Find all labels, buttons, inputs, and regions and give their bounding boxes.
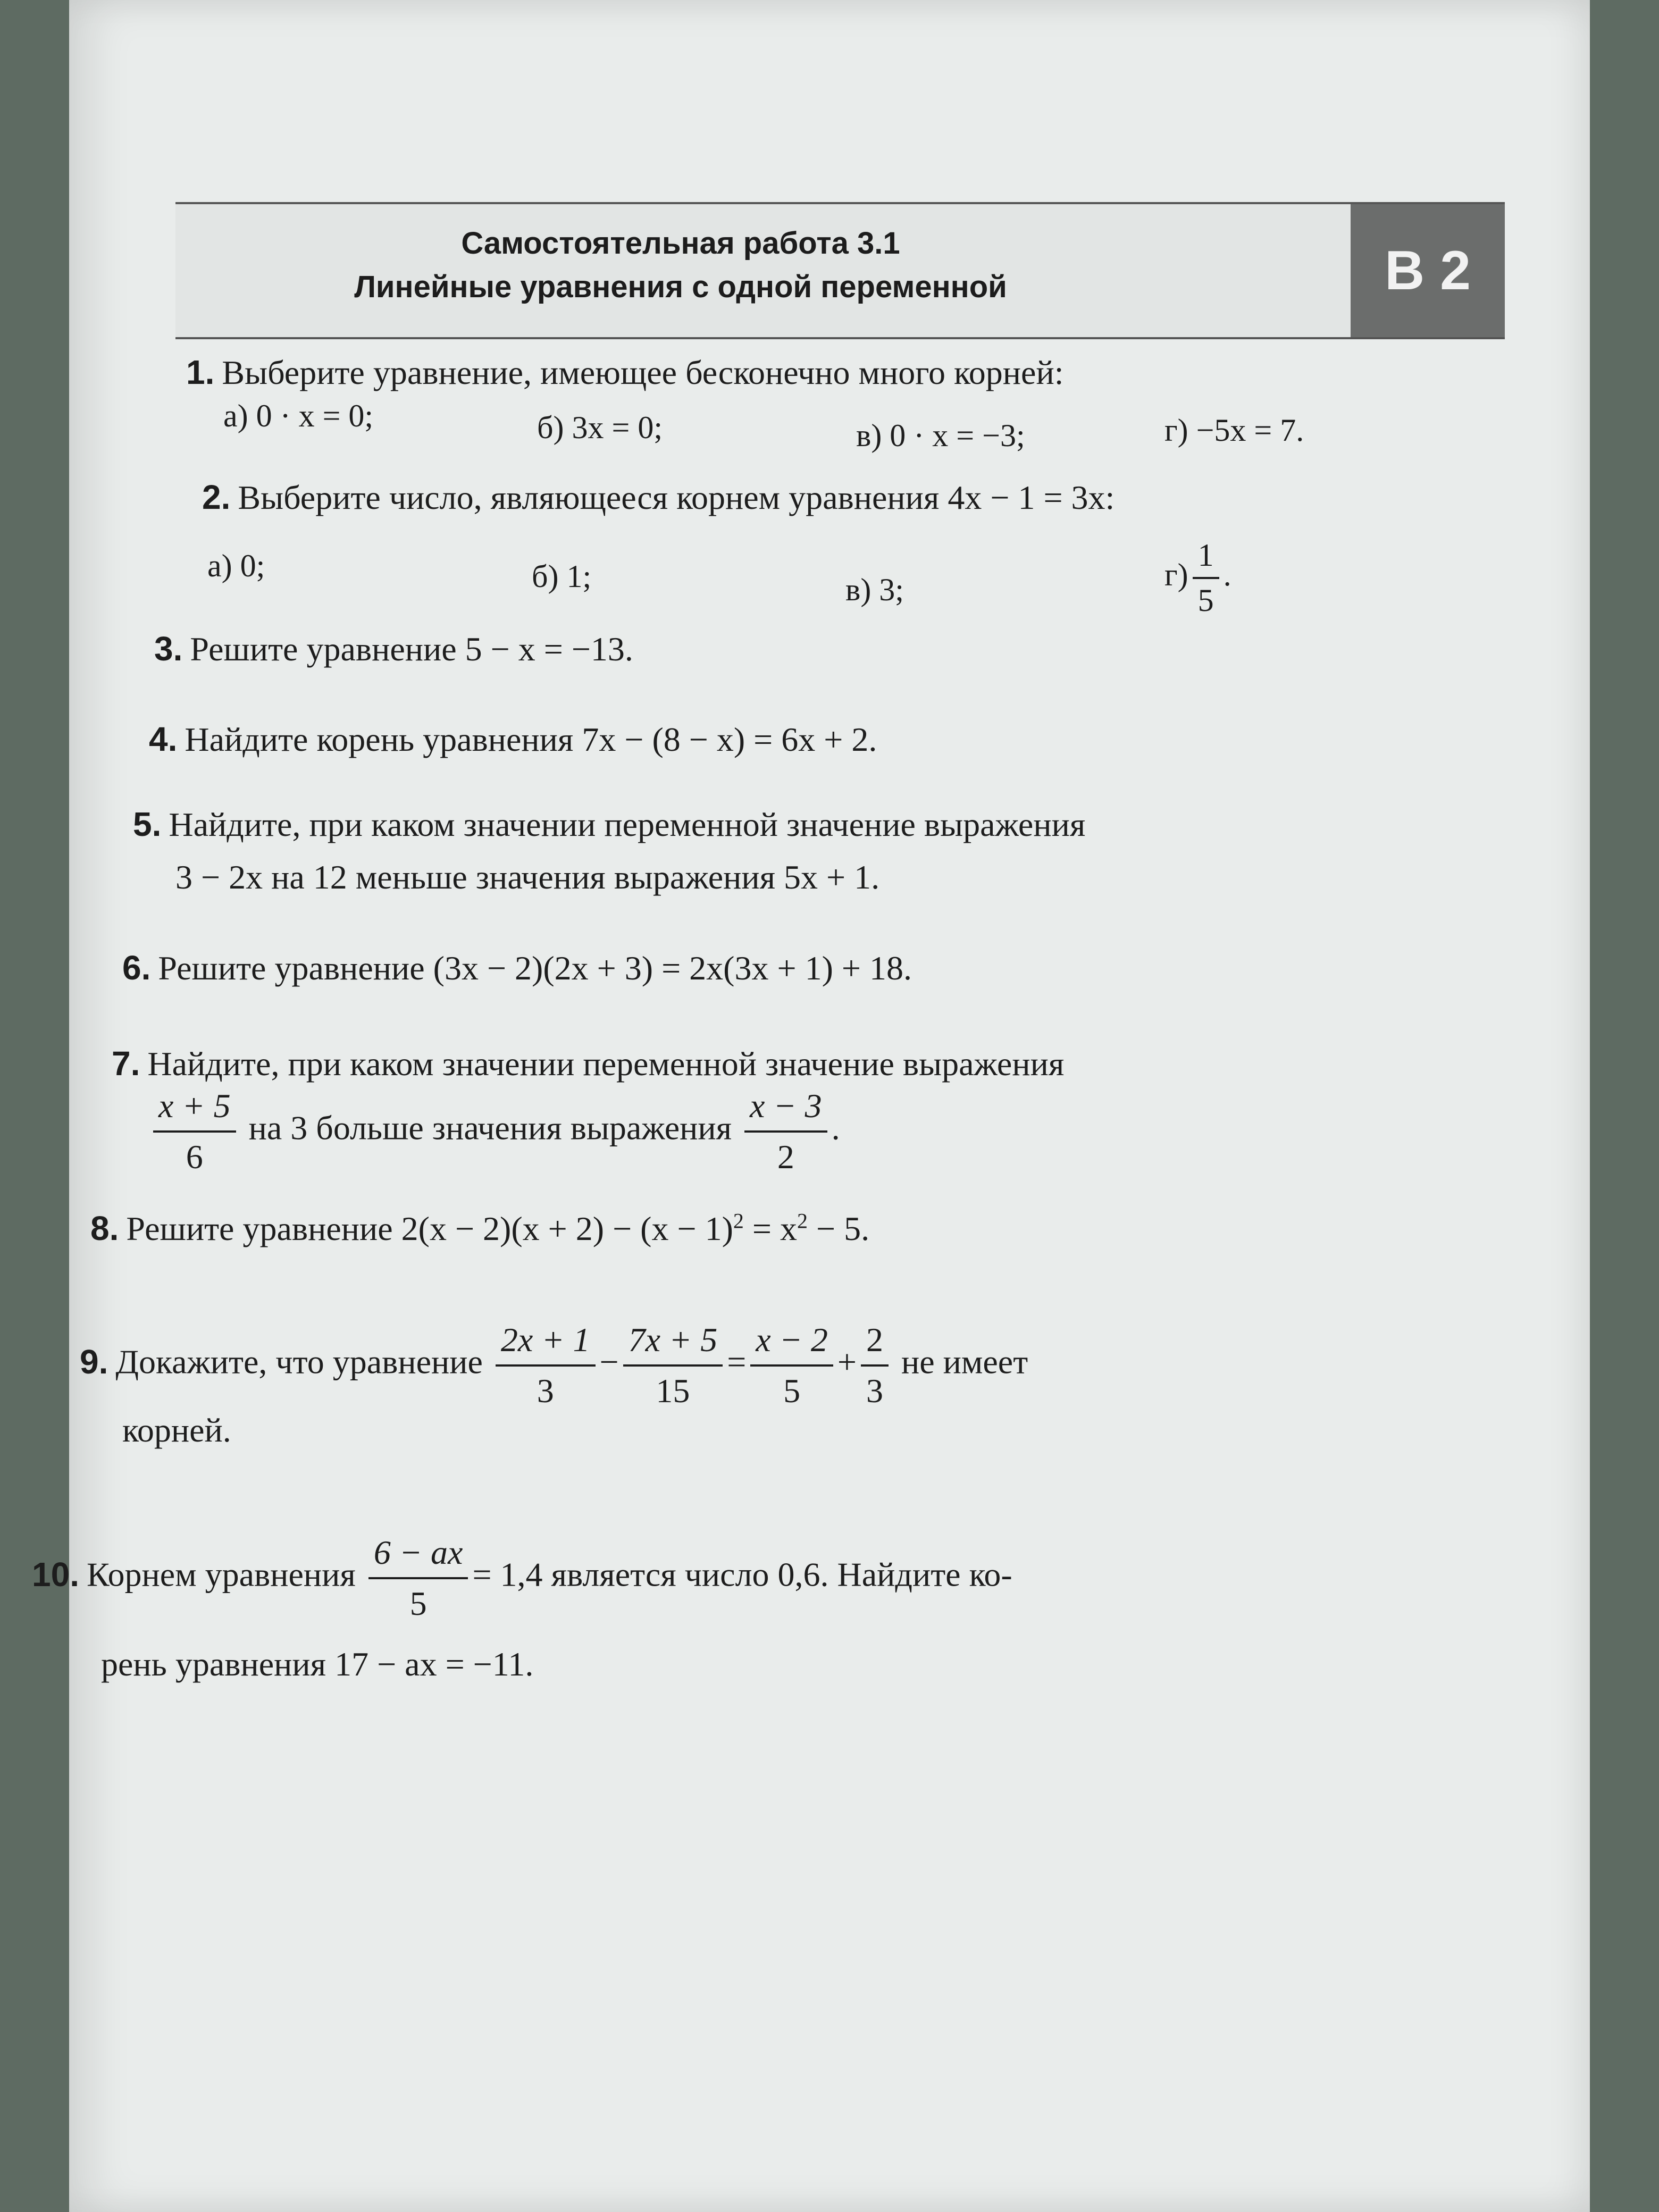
fraction-denominator: 5 [1197,583,1214,618]
fraction-numerator: 2 [861,1319,889,1367]
task-text-start: Корнем уравнения [86,1555,356,1594]
task-text-line-1: Найдите, при каком значении переменной значение выражения [169,806,1086,843]
task-number: 3. [154,630,183,668]
fraction [1193,537,1219,619]
task-text: Решите уравнение 5 − x = −13. [190,630,633,668]
task-2 [202,476,1115,519]
task-1 [186,351,1063,394]
task-9-line-2: корней. [122,1411,231,1449]
task-text-2: = x [743,1210,797,1247]
task-number: 4. [149,720,178,758]
task-7 [112,1042,1064,1085]
option-label: г) [1164,557,1188,592]
task-number: 8. [90,1209,119,1247]
task-number: 2. [202,478,231,516]
task-10-line-2: рень уравнения 17 − ax = −11. [101,1645,534,1683]
fraction-numerator: x − 3 [744,1085,827,1133]
task-7-middle-text: на 3 больше значения выражения [248,1109,732,1147]
task-text: Выберите уравнение, имеющее бесконечно много корней: [222,354,1064,391]
task-text-line-1: Найдите, при каком значении переменной значение выражения [147,1045,1065,1083]
task-6 [122,946,912,990]
worksheet-header [175,202,1505,339]
fraction [750,1319,833,1412]
fraction-numerator: x − 2 [750,1319,833,1367]
task-2-option-d [1164,537,1231,619]
task-text: Решите уравнение 2(x − 2)(x + 2) − (x − 1) [126,1210,733,1247]
fraction-denominator: 6 [186,1138,203,1176]
task-1-option-c: в) 0 · x = −3; [856,418,1025,453]
task-4 [149,718,877,761]
task-3 [154,627,633,671]
task-1-option-a: а) 0 · x = 0; [223,398,374,433]
worksheet-subtitle: Линейные уравнения с одной переменной [354,270,1007,304]
variant-badge: В 2 [1351,204,1505,337]
fraction [623,1319,723,1412]
task-5-line-2: 3 − 2x на 12 меньше значения выражения 5x + 1. [175,858,880,896]
fraction [861,1319,889,1412]
operator: + [837,1343,857,1381]
fraction-denominator: 5 [409,1585,427,1622]
task-10 [32,1531,1012,1625]
task-text-middle: = 1,4 является число 0,6. Найдите ко- [472,1555,1012,1594]
task-2-option-b: б) 1; [532,559,592,594]
worksheet-title: Самостоятельная работа 3.1 [461,226,900,261]
exponent: 2 [733,1209,744,1233]
task-number: 6. [122,949,151,987]
task-8 [90,1207,869,1250]
task-text-start: Докажите, что уравнение [115,1343,483,1381]
fraction-numerator: 7x + 5 [623,1319,723,1367]
task-text-3: − 5. [807,1210,870,1247]
task-7-end: . [831,1109,840,1147]
task-1-option-b: б) 3x = 0; [537,410,663,445]
fraction [153,1085,236,1178]
task-text: Найдите корень уравнения 7x − (8 − x) = 6x + 2. [185,720,877,758]
task-number: 10. [32,1555,79,1594]
task-number: 9. [80,1342,108,1381]
task-7-line-2 [149,1085,840,1178]
workbook-page [32,0,1590,2212]
task-5 [133,803,1085,846]
fraction-numerator: 2x + 1 [496,1319,596,1367]
fraction [744,1085,827,1178]
task-number: 1. [186,353,215,391]
task-text: Решите уравнение (3x − 2)(2x + 3) = 2x(3x + 1) + 18. [158,949,912,987]
option-end: . [1223,557,1231,592]
fraction-denominator: 2 [777,1138,794,1176]
fraction [368,1531,468,1625]
exponent: 2 [797,1209,808,1233]
fraction-numerator: x + 5 [153,1085,236,1133]
task-1-option-d: г) −5x = 7. [1164,413,1304,448]
fraction-denominator: 3 [866,1372,883,1410]
task-number: 5. [133,805,162,843]
task-2-option-a: а) 0; [207,548,265,583]
operator: = [727,1343,747,1381]
fraction-denominator: 5 [783,1372,801,1410]
fraction-numerator: 1 [1193,537,1219,579]
fraction-numerator: 6 − ax [368,1531,468,1579]
fraction-denominator: 3 [537,1372,554,1410]
task-2-option-c: в) 3; [845,572,904,607]
task-text: Выберите число, являющееся корнем уравнения 4x − 1 = 3x: [238,479,1115,516]
task-number: 7. [112,1044,140,1083]
task-9 [80,1319,1028,1412]
task-text-end: не имеет [901,1343,1028,1381]
fraction-denominator: 15 [656,1372,690,1410]
fraction [496,1319,596,1412]
operator: − [599,1343,619,1381]
